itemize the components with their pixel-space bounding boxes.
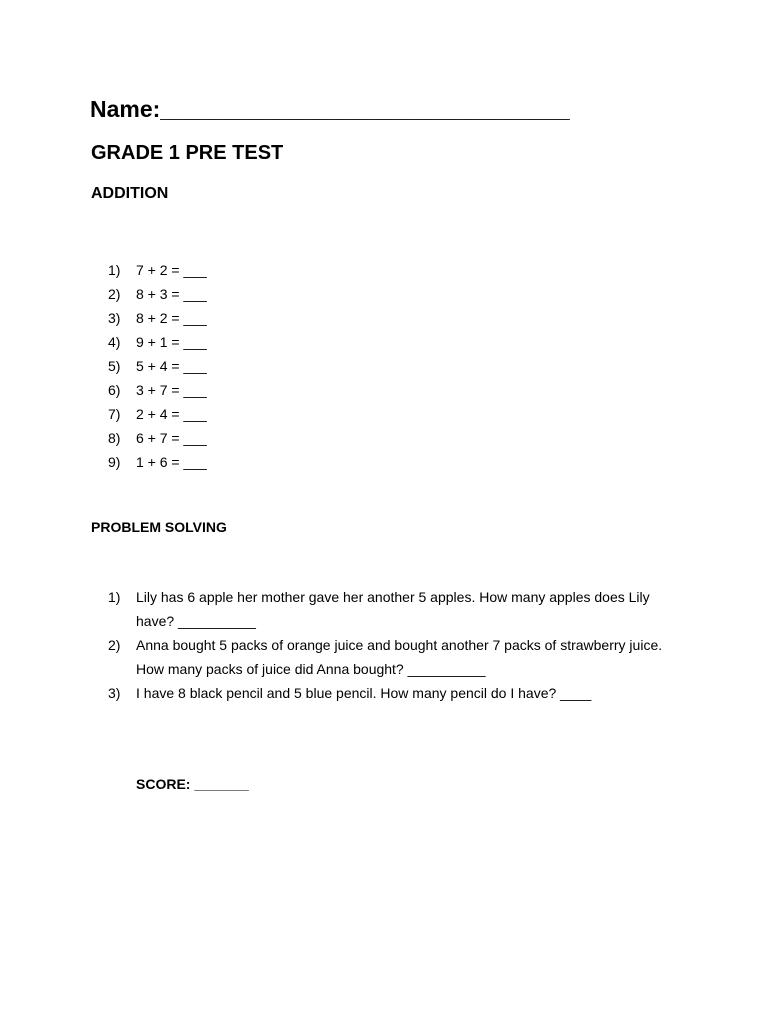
word-problem-item [108, 681, 688, 705]
addition-problem: 3 + 7 = ___ [136, 382, 207, 398]
addition-problem: 8 + 3 = ___ [136, 286, 207, 302]
addition-item [108, 354, 207, 378]
addition-problem: 7 + 2 = ___ [136, 262, 207, 278]
addition-item [108, 330, 207, 354]
word-problem-text: I have 8 black pencil and 5 blue pencil. How many pencil do I have? ____ [136, 685, 592, 701]
addition-problem: 9 + 1 = ___ [136, 334, 207, 350]
addition-problem: 2 + 4 = ___ [136, 406, 207, 422]
addition-problem: 8 + 2 = ___ [136, 310, 207, 326]
addition-item [108, 258, 207, 282]
item-number: 4) [108, 334, 121, 350]
addition-item [108, 378, 207, 402]
name-field-line: Name:________________________________ [90, 96, 570, 122]
addition-item [108, 306, 207, 330]
addition-problem: 1 + 6 = ___ [136, 454, 207, 470]
item-number: 2) [108, 637, 121, 653]
page-title: GRADE 1 PRE TEST [91, 142, 284, 164]
addition-item [108, 426, 207, 450]
score-line: SCORE: _______ [136, 776, 249, 792]
item-number: 7) [108, 406, 121, 422]
item-number: 3) [108, 685, 121, 701]
item-number: 1) [108, 589, 121, 605]
addition-problem: 5 + 4 = ___ [136, 358, 207, 374]
item-number: 1) [108, 262, 121, 278]
word-problem-item [108, 585, 688, 633]
item-number: 3) [108, 310, 121, 326]
problem-solving-list [108, 585, 688, 705]
word-problem-text: Anna bought 5 packs of orange juice and bought another 7 packs of strawberry juice. How many packs of juice did Anna bought? __________ [136, 637, 663, 677]
item-number: 2) [108, 286, 121, 302]
addition-item [108, 402, 207, 426]
addition-item [108, 282, 207, 306]
addition-heading: ADDITION [91, 185, 169, 202]
item-number: 9) [108, 454, 121, 470]
word-problem-item [108, 633, 688, 681]
addition-problem: 6 + 7 = ___ [136, 430, 207, 446]
problem-solving-heading: PROBLEM SOLVING [91, 519, 227, 535]
item-number: 8) [108, 430, 121, 446]
addition-list [108, 258, 207, 474]
word-problem-text: Lily has 6 apple her mother gave her another 5 apples. How many apples does Lily have? __________ [136, 589, 650, 629]
addition-item [108, 450, 207, 474]
item-number: 5) [108, 358, 121, 374]
item-number: 6) [108, 382, 121, 398]
